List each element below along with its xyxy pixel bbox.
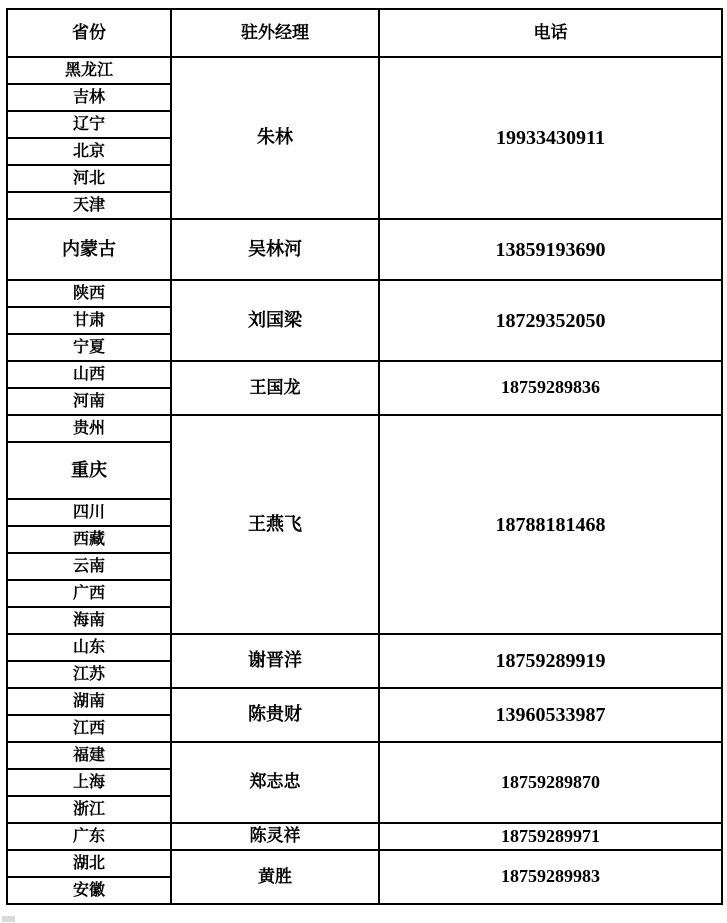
province-cell: 福建 (7, 742, 171, 769)
table-row (7, 823, 722, 850)
manager-cell: 黄胜 (171, 850, 379, 904)
table-row (7, 280, 722, 307)
province-cell: 山东 (7, 634, 171, 661)
manager-cell: 陈贵财 (171, 688, 379, 742)
table-row (7, 688, 722, 715)
corner-artifact (2, 916, 15, 922)
province-cell: 广东 (7, 823, 171, 850)
province-cell: 湖北 (7, 850, 171, 877)
manager-cell: 王燕飞 (171, 415, 379, 634)
phone-cell: 18788181468 (379, 415, 722, 634)
province-cell: 内蒙古 (7, 219, 171, 280)
province-cell: 黑龙江 (7, 57, 171, 84)
province-cell: 浙江 (7, 796, 171, 823)
province-cell: 北京 (7, 138, 171, 165)
manager-cell: 刘国梁 (171, 280, 379, 361)
manager-cell: 谢晋洋 (171, 634, 379, 688)
province-cell: 江西 (7, 715, 171, 742)
phone-cell: 19933430911 (379, 57, 722, 219)
table-row (7, 634, 722, 661)
province-cell: 西藏 (7, 526, 171, 553)
header-phone: 电话 (379, 9, 722, 57)
table-row (7, 850, 722, 877)
phone-cell: 18759289983 (379, 850, 722, 904)
manager-cell: 王国龙 (171, 361, 379, 415)
province-cell: 山西 (7, 361, 171, 388)
province-cell: 河北 (7, 165, 171, 192)
province-cell: 河南 (7, 388, 171, 415)
province-cell: 宁夏 (7, 334, 171, 361)
phone-cell: 13859193690 (379, 219, 722, 280)
phone-cell: 18759289870 (379, 742, 722, 823)
phone-cell: 18759289836 (379, 361, 722, 415)
province-cell: 贵州 (7, 415, 171, 442)
province-cell: 广西 (7, 580, 171, 607)
header-row (7, 9, 722, 57)
header-manager: 驻外经理 (171, 9, 379, 57)
province-cell: 重庆 (7, 442, 171, 499)
table-row (7, 57, 722, 84)
contact-table (6, 8, 723, 905)
phone-cell: 18759289919 (379, 634, 722, 688)
table-row (7, 219, 722, 280)
province-cell: 甘肃 (7, 307, 171, 334)
table-row (7, 415, 722, 442)
table-row (7, 742, 722, 769)
province-cell: 辽宁 (7, 111, 171, 138)
phone-cell: 18759289971 (379, 823, 722, 850)
province-cell: 天津 (7, 192, 171, 219)
province-cell: 四川 (7, 499, 171, 526)
province-cell: 上海 (7, 769, 171, 796)
phone-cell: 18729352050 (379, 280, 722, 361)
manager-cell: 陈灵祥 (171, 823, 379, 850)
province-cell: 江苏 (7, 661, 171, 688)
province-cell: 湖南 (7, 688, 171, 715)
province-cell: 云南 (7, 553, 171, 580)
manager-cell: 朱林 (171, 57, 379, 219)
page (6, 8, 723, 905)
manager-cell: 郑志忠 (171, 742, 379, 823)
phone-cell: 13960533987 (379, 688, 722, 742)
province-cell: 安徽 (7, 877, 171, 904)
province-cell: 海南 (7, 607, 171, 634)
province-cell: 陕西 (7, 280, 171, 307)
manager-cell: 吴林河 (171, 219, 379, 280)
header-province: 省份 (7, 9, 171, 57)
province-cell: 吉林 (7, 84, 171, 111)
table-row (7, 361, 722, 388)
